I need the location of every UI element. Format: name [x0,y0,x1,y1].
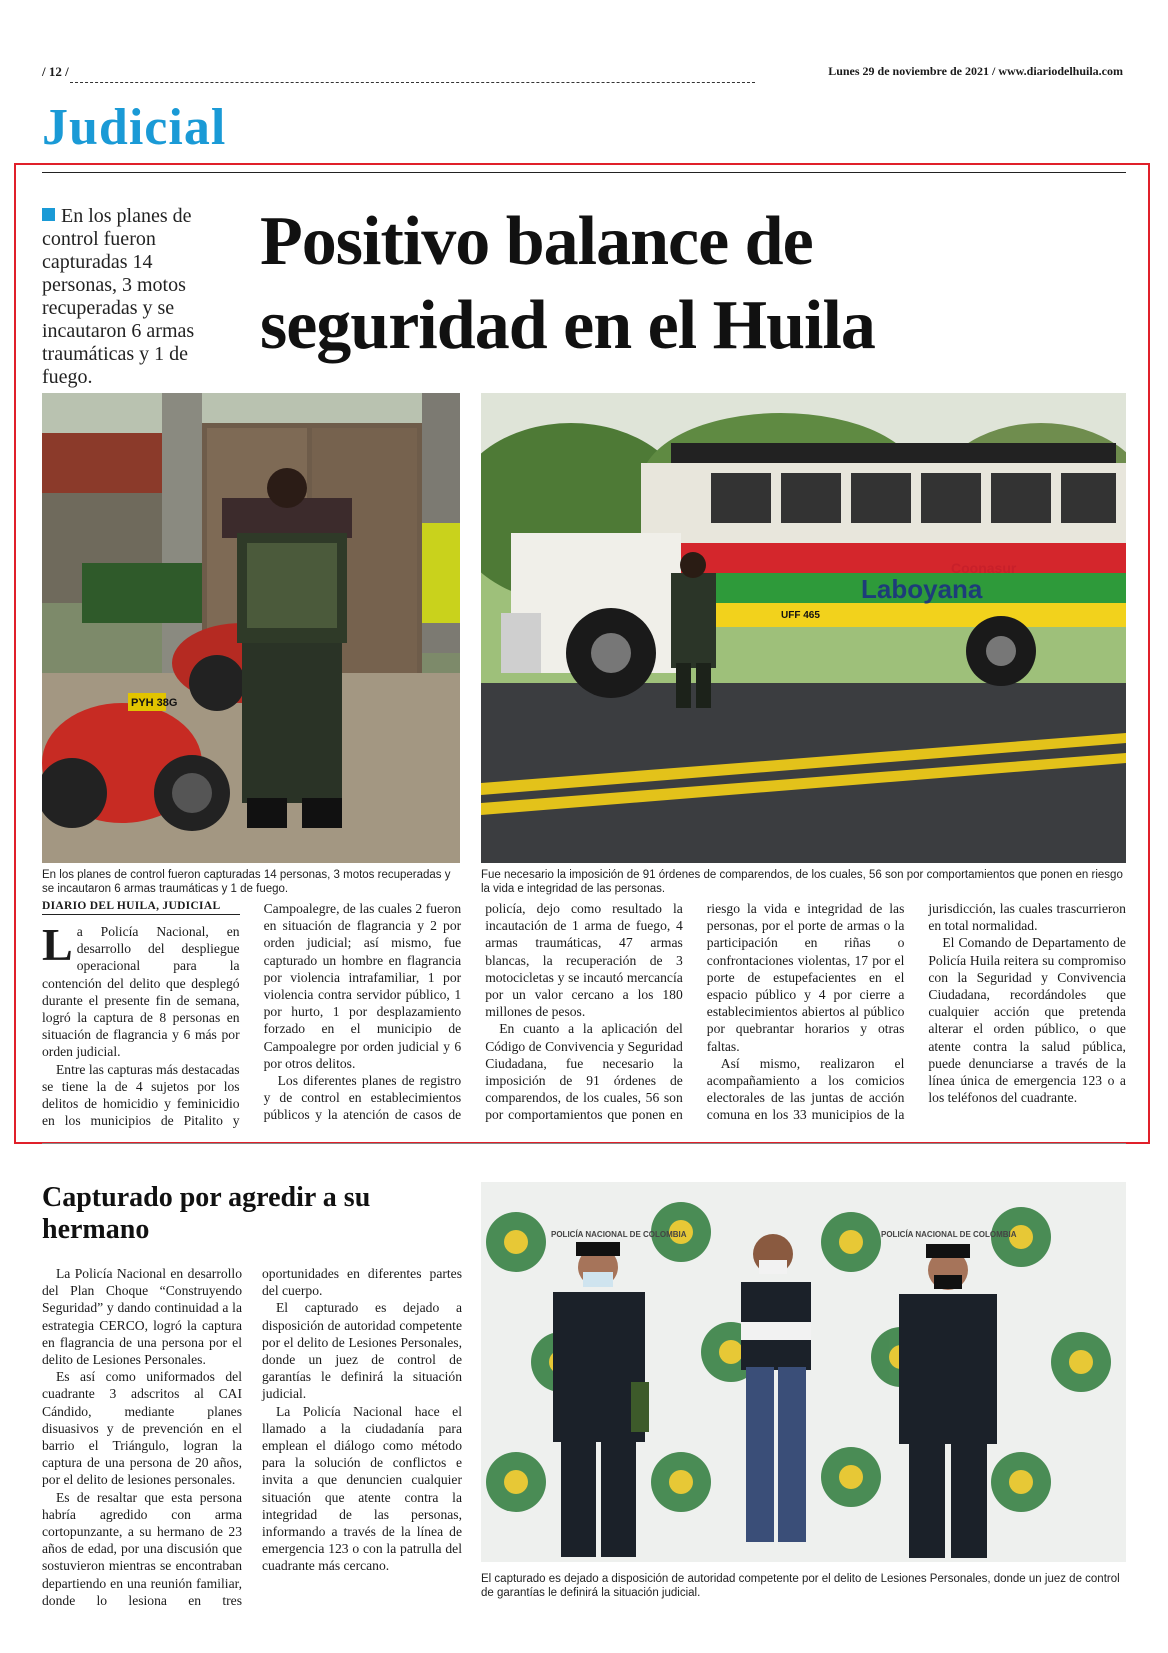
story-deck: En los planes de control fueron capturadas 14 personas, 3 motos recuperadas y se incautaron 6 armas traumáticas y 1 de fuego. [42,205,195,388]
byline: DIARIO DEL HUILA, JUDICIAL [42,900,240,915]
drop-cap: L [42,919,73,970]
story-divider [42,1143,1126,1144]
main-headline [260,200,1130,368]
second-paragraph-1: La Policía Nacional en desarrollo del Plan Choque “Construyendo Seguridad” y dando continuidad a la estrategia CERCO, logró la captura en flagrancia de una persona por el delito de Lesiones Personales. [42,1266,242,1368]
backdrop-text-2: POLICÍA NACIONAL DE COLOMBIA [881,1230,1017,1239]
paragraph-2: Entre las capturas más destacadas se tiene la de 4 sujetos por los delitos de homicidio y feminicidio en los municipios de Pitalito y Campoalegre, de las cuales 2 fueron en situación de flagrancia y 2 por orden judicial; así mismo, fue capturado un hombre en flagrancia por violencia intrafamiliar, 1 por violencia contra servidor público, 1 por hurto, 1 por desplazamiento forzado en el municipio de Campoalegre por orden judicial y 6 por otros delitos. [42,901,462,1129]
paragraph-1: La Policía Nacional, en desarrollo del despliegue operacional para la contención del delito que desplegó durante el presente fin de semana, logró la captura de 8 personas en situación de flagrancia y 6 más por orden judicial. [42,919,240,1060]
photo-police-motorcycle [42,393,460,863]
paragraph-5: Así mismo, realizaron el acompañamiento a los comicios electorales de las juntas de acción comuna en los 33 municipios de la jurisdicción, las cuales trascurrieron en total normalidad. [706,901,1126,1123]
section-title: Judicial [42,99,227,156]
header-rule [70,82,755,83]
bus-plate: UFF 465 [781,610,820,621]
second-paragraph-2: Es así como uniformados del cuadrante 3 adscritos al CAI Cándido, mediante planes disuasivos y de prevención en el barrio el Triángulo, logran la captura de una persona de 20 años, por el delito de lesiones personales. [42,1369,242,1488]
page-number: / 12 / [42,64,69,79]
photo-bus-checkpoint [481,393,1126,863]
bullet-square-icon [42,208,55,221]
paragraph-6: El Comando de Departamento de Policía Huila reitera su compromiso con la Seguridad y Convivencia Ciudadana, recordándoles que cualquier acción que pretenda alterar el orden público, o que atente contra la salud pública, puede denunciarse a través de la línea única de emergencia 123 o a los teléfonos del cuadrante. [928,935,1126,1106]
backdrop-text: POLICÍA NACIONAL DE COLOMBIA [551,1230,687,1239]
moto-plate: PYH 38G [131,697,178,709]
main-story-body [42,900,1126,1136]
photo1-caption: En los planes de control fueron capturadas 14 personas, 3 motos recuperadas y se incautaron 6 armas traumáticas y 1 de fuego. [42,869,451,895]
date-and-site: Lunes 29 de noviembre de 2021 / www.diariodelhuila.com [828,64,1123,78]
second-paragraph-3: Es de resaltar que esta persona habría agredido con arma cortopunzante, a su hermano de 23 años de edad, por una discusión que sostuvieron mientras se encontraban departiendo en una reunión familiar, donde lo lesiona en tres oportunidades en diferentes partes del cuerpo. [42,1266,462,1608]
bus-name: Laboyana [861,574,983,604]
arrest-photo-caption: El capturado es dejado a disposición de autoridad competente por el delito de Lesiones Personales, donde un juez de control de garantías le definirá la situación judicial. [481,1573,1120,1599]
headline-line-1: Positivo balance de [260,203,813,280]
second-paragraph-5: La Policía Nacional hace el llamado a la ciudadanía para emplean el diálogo como método para la solución de conflictos e invita a que denuncien cualquier situación que atente contra la integridad de las personas, informando a través de la línea de emergencia 123 o con la patrulla del cuadrante más cercano. [262,1403,462,1574]
paragraph-3: Los diferentes planes de registro y de control en establecimientos públicos y la atención de casos de policía, dejo como resultado la incautación de 1 arma de fuego, 4 armas traumáticas, 47 armas blancas, la recuperación de 3 motocicletas y se incautó mercancía por un valor cercano a los 180 millones de pesos. [263,901,683,1123]
photo2-caption: Fue necesario la imposición de 91 órdenes de comparendos, de los cuales, 56 son por comportamientos que ponen en riesgo la vida e integridad de las personas. [481,869,1123,895]
bus-brand: Coonasur [951,560,1017,576]
second-story-body [42,1265,462,1630]
second-headline: Capturado por agredir a su hermano [42,1182,371,1245]
second-paragraph-4: El capturado es dejado a disposición de autoridad competente por el delito de Lesiones Personales, donde un juez de control de garantías le definirá la situación judicial. [262,1300,462,1402]
paragraph-4: En cuanto a la aplicación del Código de Convivencia y Seguridad Ciudadana, fue necesario la imposición de 91 órdenes de comparendos, de los cuales, 56 son por comportamientos que ponen en riesgo la vida e integridad de las personas, por el porte de armas o la participación en riñas o confrontaciones violentas, 17 por el porte de estupefacientes en el espacio público y 4 por cierre a establecimientos abiertos al público por quebrantar horarios y otras faltas. [485,901,905,1123]
photo-arrest [481,1182,1126,1562]
headline-line-2: seguridad en el Huila [260,287,875,364]
